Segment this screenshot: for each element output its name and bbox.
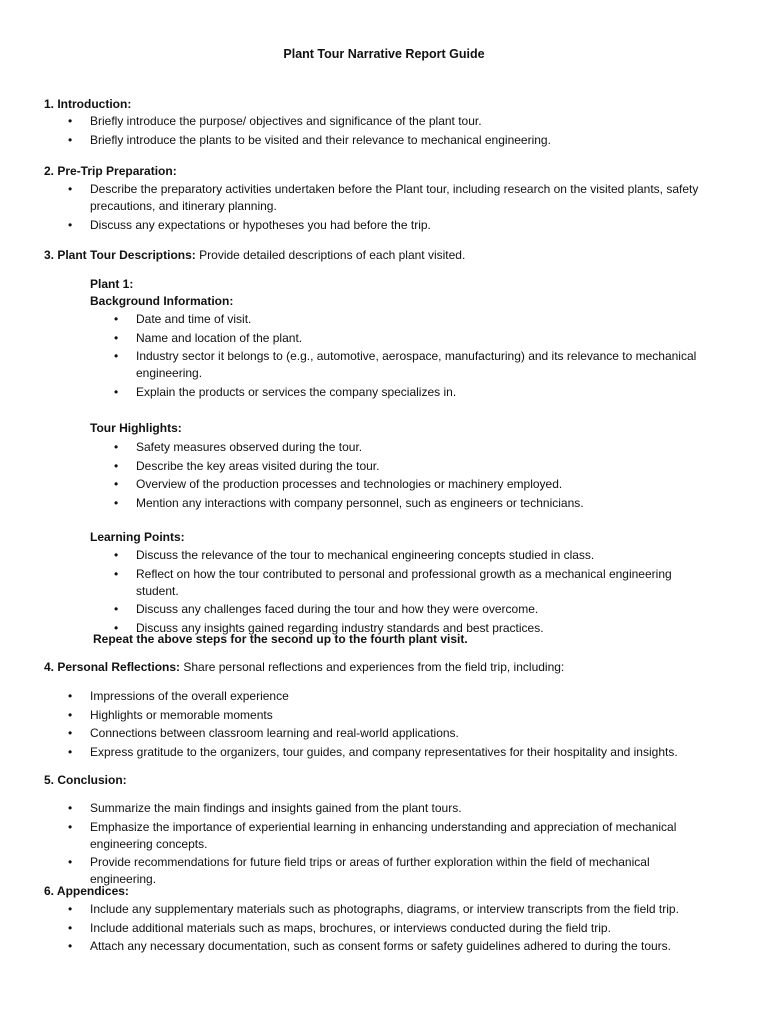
section-heading-introduction: 1. Introduction:	[44, 97, 132, 111]
list-item: • Briefly introduce the purpose/ objectives and significance of the plant tour.	[90, 113, 715, 130]
list-item: • Summarize the main findings and insights gained from the plant tours.	[90, 800, 715, 817]
list-item: • Impressions of the overall experience	[90, 688, 715, 705]
repeat-note: Repeat the above steps for the second up to the fourth plant visit.	[93, 632, 468, 646]
list-item: • Connections between classroom learning and real-world applications.	[90, 725, 715, 742]
appendices-list	[90, 901, 715, 957]
section-heading-label: 3. Plant Tour Descriptions:	[44, 248, 196, 262]
list-item: • Briefly introduce the plants to be visited and their relevance to mechanical engineering.	[90, 132, 715, 149]
list-item: • Discuss the relevance of the tour to mechanical engineering concepts studied in class.	[136, 547, 706, 564]
learning-points-list	[136, 547, 706, 638]
section-heading-appendices: 6. Appendices:	[44, 884, 129, 898]
list-item: • Emphasize the importance of experiential learning in enhancing understanding and appreciation of mechanical engineering concepts.	[90, 819, 715, 853]
section-heading-pre-trip: 2. Pre-Trip Preparation:	[44, 164, 177, 178]
background-info-heading: Background Information:	[90, 294, 234, 308]
list-item: • Provide recommendations for future field trips or areas of further exploration within the field of mechanical engineering.	[90, 854, 715, 888]
list-item: • Attach any necessary documentation, such as consent forms or safety guidelines adhered to during the tours.	[90, 938, 715, 955]
list-item: • Discuss any challenges faced during the tour and how they were overcome.	[136, 601, 706, 618]
section-heading-plant-tour	[44, 247, 465, 264]
list-item: • Highlights or memorable moments	[90, 707, 715, 724]
list-item: • Include any supplementary materials such as photographs, diagrams, or interview transcripts from the field trip.	[90, 901, 715, 918]
list-item: • Safety measures observed during the tour.	[136, 439, 706, 456]
list-item: • Industry sector it belongs to (e.g., automotive, aerospace, manufacturing) and its relevance to mechanical engineering.	[136, 348, 706, 382]
tour-highlights-heading: Tour Highlights:	[90, 421, 182, 435]
pre-trip-list	[90, 181, 715, 235]
list-item: • Name and location of the plant.	[136, 330, 706, 347]
list-item: • Describe the key areas visited during the tour.	[136, 458, 706, 475]
plant-label: Plant 1:	[90, 277, 134, 291]
section-heading-conclusion: 5. Conclusion:	[44, 773, 127, 787]
section-heading-label: 4. Personal Reflections:	[44, 660, 181, 674]
list-item: • Discuss any insights gained regarding industry standards and best practices.	[136, 620, 706, 637]
list-item: • Describe the preparatory activities undertaken before the Plant tour, including research on the visited plants, safety precautions, and itinerary planning.	[90, 181, 715, 215]
list-item: • Include additional materials such as maps, brochures, or interviews conducted during the field trip.	[90, 920, 715, 937]
section-heading-description: Share personal reflections and experiences from the field trip, including:	[180, 660, 565, 674]
list-item: • Reflect on how the tour contributed to personal and professional growth as a mechanical engineering student.	[136, 566, 706, 600]
personal-reflections-list	[90, 688, 715, 762]
conclusion-list	[90, 800, 715, 890]
list-item: • Overview of the production processes and technologies or machinery employed.	[136, 476, 706, 493]
learning-points-heading: Learning Points:	[90, 530, 185, 544]
list-item: • Explain the products or services the company specializes in.	[136, 384, 706, 401]
section-heading-personal-reflections	[44, 659, 564, 676]
list-item: • Mention any interactions with company personnel, such as engineers or technicians.	[136, 495, 706, 512]
section-heading-description: Provide detailed descriptions of each plant visited.	[195, 248, 466, 262]
document-title: Plant Tour Narrative Report Guide	[283, 47, 485, 61]
list-item: • Express gratitude to the organizers, tour guides, and company representatives for their hospitality and insights.	[90, 744, 715, 761]
background-info-list	[136, 311, 706, 402]
introduction-list	[90, 113, 715, 150]
tour-highlights-list	[136, 439, 706, 513]
list-item: • Date and time of visit.	[136, 311, 706, 328]
list-item: • Discuss any expectations or hypotheses you had before the trip.	[90, 217, 715, 234]
